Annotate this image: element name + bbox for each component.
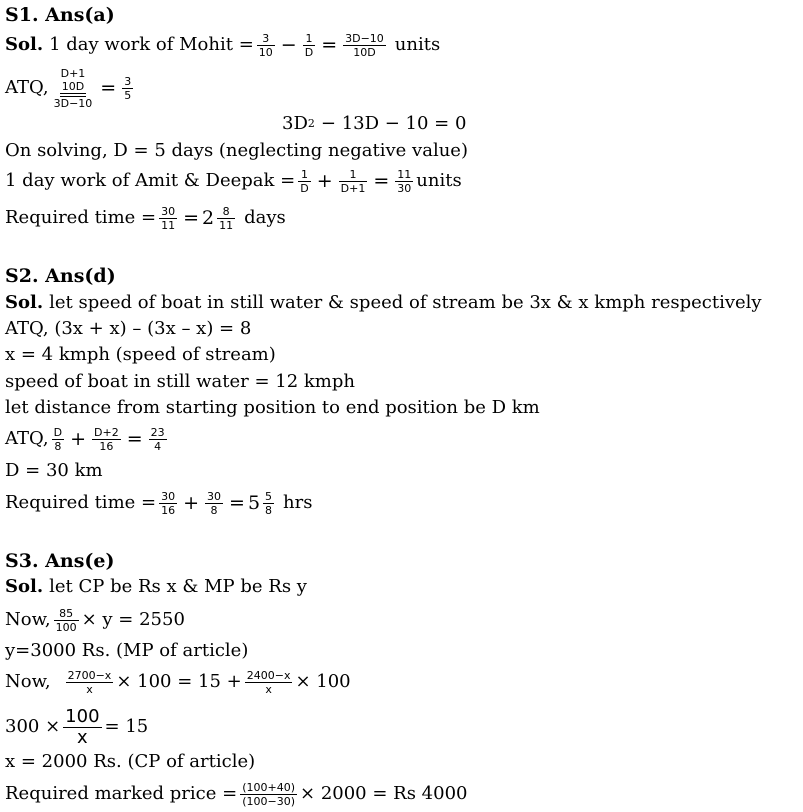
s3-title: S3. Ans(e) xyxy=(5,550,115,572)
s2-line-3: x = 4 kmph (speed of stream) xyxy=(5,344,276,365)
s2-line-2: ATQ, (3x + x) – (3x – x) = 8 xyxy=(5,318,252,339)
s1-line-solving: On solving, D = 5 days (neglecting negative value) xyxy=(5,140,468,161)
s3-line-300: 300 × $\frac{100}{x}$ = 15 xyxy=(5,705,149,748)
s3-line-now-1: Now, $\frac{85}{100}$ × y = 2550 xyxy=(5,606,185,634)
s2-line-atq: ATQ, $\frac{D}{8}$ + $\frac{D+2}{16}$ = $\frac{23}{4}$ xyxy=(5,425,165,453)
s2-line-required-time: Required time = $\frac{30}{16}$ + $\frac{30}{8}$ = 5 $\frac{5}{8}$ hrs xyxy=(5,489,313,517)
s2-line-d: D = 30 km xyxy=(5,460,103,481)
s1-line-amit-deepak: 1 day work of Amit & Deepak = $\frac{1}{D}$ + $\frac{1}{D+1}$ = $\frac{11}{30}$ units xyxy=(5,167,462,195)
s2-line-1: Sol. let speed of boat in still water & speed of stream be 3x & x kmph respectively xyxy=(5,292,762,313)
s2-line-4: speed of boat in still water = 12 kmph xyxy=(5,371,355,392)
s1-line-required-time: Required time = $\frac{30}{11}$ = 2 $\frac{8}{11}$ days xyxy=(5,204,286,232)
s1-line-atq: ATQ, D+1 10D 3D−10 = $\frac{3}{5}$ xyxy=(5,66,132,110)
s2-title: S2. Ans(d) xyxy=(5,265,116,287)
nested-fraction: D+1 10D 3D−10 xyxy=(53,66,93,110)
s1-quadratic: 3D 2 − 13D − 10 = 0 xyxy=(282,113,467,134)
s2-line-5: let distance from starting position to end position be D km xyxy=(5,397,540,418)
s3-line-cp: x = 2000 Rs. (CP of article) xyxy=(5,751,256,772)
s3-line-required-price: Required marked price = $\frac{(100+40)}{(100-30)}$ × 2000 = Rs 4000 xyxy=(5,780,468,808)
s3-line-mp: y=3000 Rs. (MP of article) xyxy=(5,640,249,661)
s1-title: S1. Ans(a) xyxy=(5,4,115,26)
s3-line-1: Sol. let CP be Rs x & MP be Rs y xyxy=(5,576,307,597)
s1-line-mohit-work: Sol. 1 day work of Mohit = $\frac{3}{10}$ − $\frac{1}{D}$ = $\frac{3D-10}{10D}$ units xyxy=(5,31,441,59)
s3-line-now-2: Now, $\frac{2700-x}{x}$ × 100 = 15 + $\frac{2400-x}{x}$ × 100 xyxy=(5,668,351,696)
